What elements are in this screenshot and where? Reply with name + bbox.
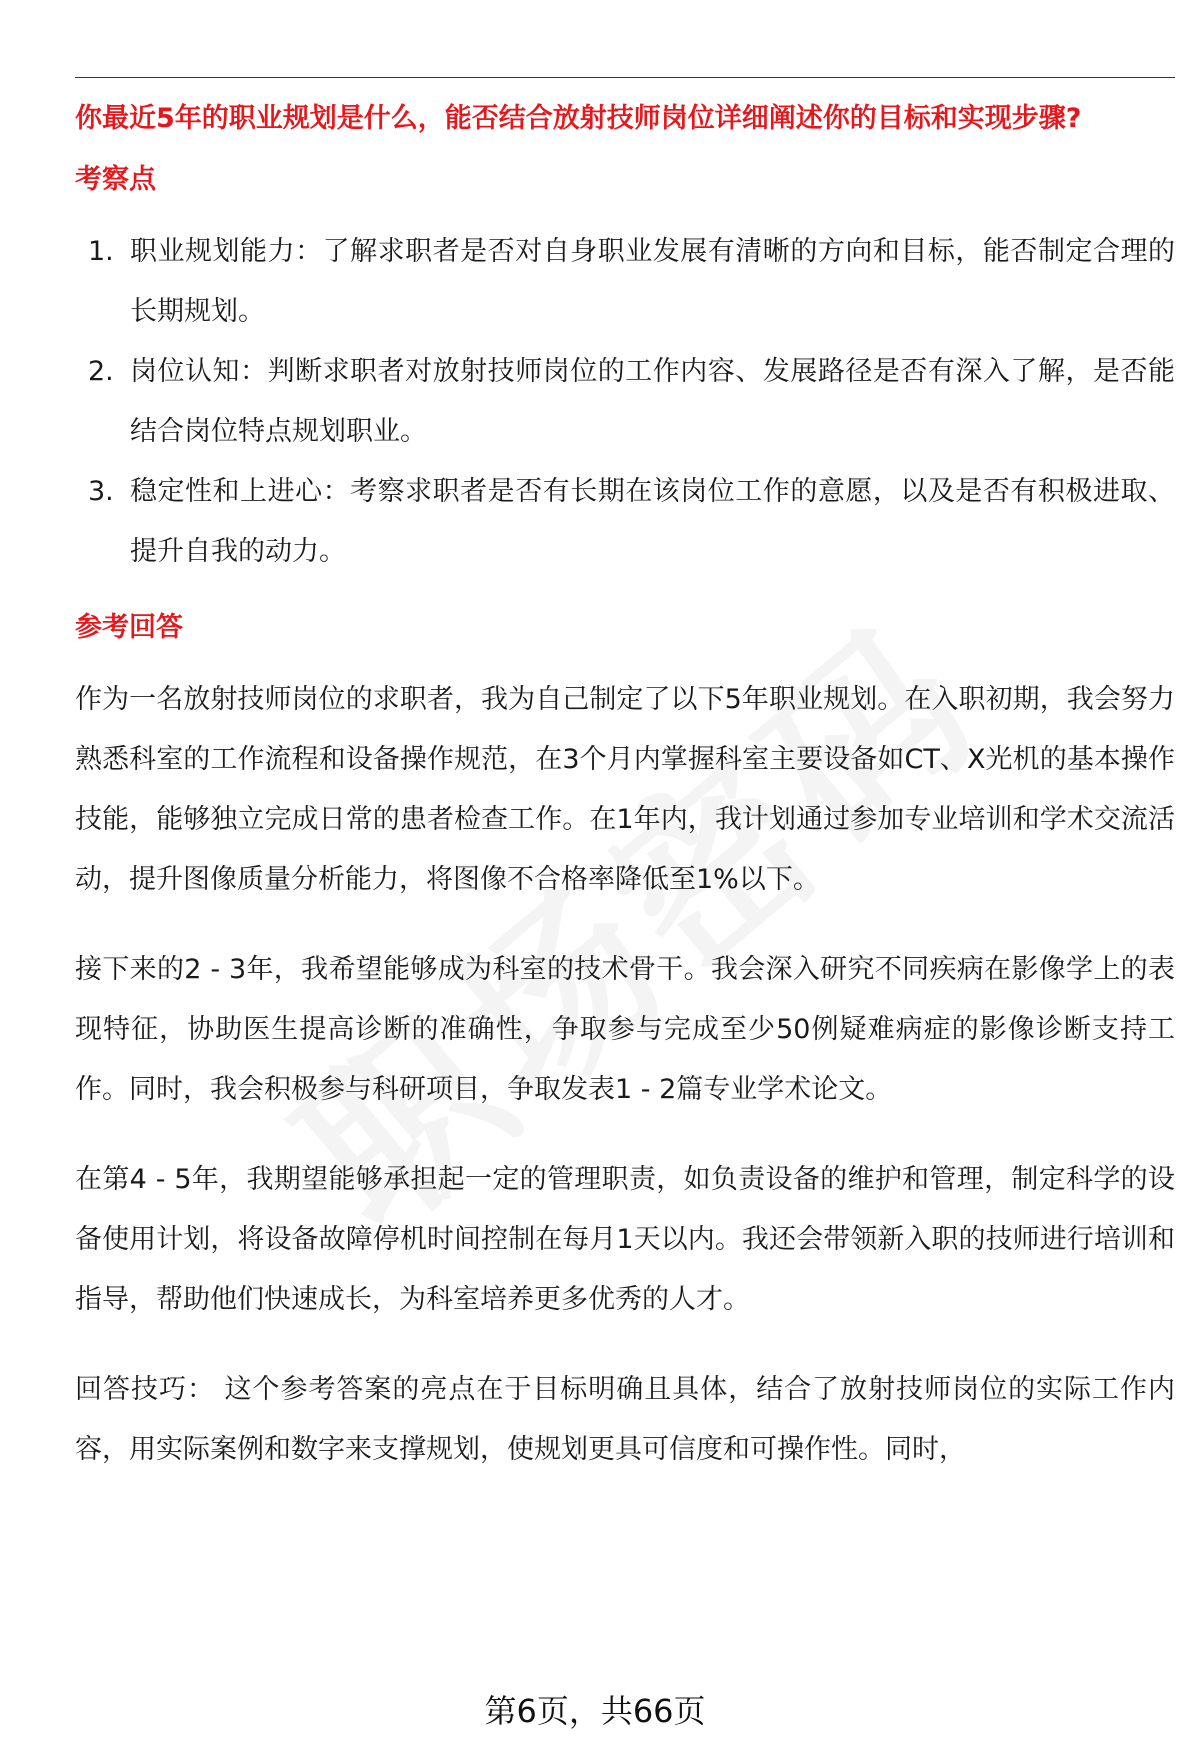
- list-number: 3.: [88, 476, 114, 507]
- list-item: [75, 342, 1175, 462]
- points-heading: 考察点: [75, 164, 156, 195]
- list-item-text: 职业规划能力：了解求职者是否对自身职业发展有清晰的方向和目标，能否制定合理的长期规划。: [130, 236, 1175, 327]
- list-item: [75, 222, 1175, 342]
- page-number: 第6页，共66页: [484, 1692, 706, 1730]
- question-title: 你最近5年的职业规划是什么，能否结合放射技师岗位详细阐述你的目标和实现步骤?: [75, 103, 1082, 134]
- list-item: [75, 462, 1175, 582]
- answer-paragraph: 接下来的2 - 3年，我希望能够成为科室的技术骨干。我会深入研究不同疾病在影像学上的表现特征，协助医生提高诊断的准确性，争取参与完成至少50例疑难病症的影像诊断支持工作。同时，我会积极参与科研项目，争取发表1 - 2篇专业学术论文。: [75, 954, 1175, 1105]
- list-number: 1.: [88, 236, 114, 267]
- top-divider: [75, 77, 1175, 78]
- list-number: 2.: [88, 356, 114, 387]
- answer-tips-paragraph: 回答技巧： 这个参考答案的亮点在于目标明确且具体，结合了放射技师岗位的实际工作内容，用实际案例和数字来支撑规划，使规划更具可信度和可操作性。同时，: [75, 1374, 1175, 1465]
- answer-heading: 参考回答: [75, 612, 183, 643]
- answer-paragraph: 在第4 - 5年，我期望能够承担起一定的管理职责，如负责设备的维护和管理，制定科学的设备使用计划，将设备故障停机时间控制在每月1天以内。我还会带领新入职的技师进行培训和指导，帮助他们快速成长，为科室培养更多优秀的人才。: [75, 1164, 1175, 1315]
- page-content: [75, 100, 1175, 1480]
- assessment-points-list: [75, 222, 1175, 582]
- answer-paragraph: 作为一名放射技师岗位的求职者，我为自己制定了以下5年职业规划。在入职初期，我会努力熟悉科室的工作流程和设备操作规范，在3个月内掌握科室主要设备如CT、X光机的基本操作技能，能够独立完成日常的患者检查工作。在1年内，我计划通过参加专业培训和学术交流活动，提升图像质量分析能力，将图像不合格率降低至1%以下。: [75, 684, 1175, 895]
- list-item-text: 稳定性和上进心：考察求职者是否有长期在该岗位工作的意愿，以及是否有积极进取、提升自我的动力。: [130, 476, 1175, 567]
- list-item-text: 岗位认知：判断求职者对放射技师岗位的工作内容、发展路径是否有深入了解，是否能结合岗位特点规划职业。: [130, 356, 1175, 447]
